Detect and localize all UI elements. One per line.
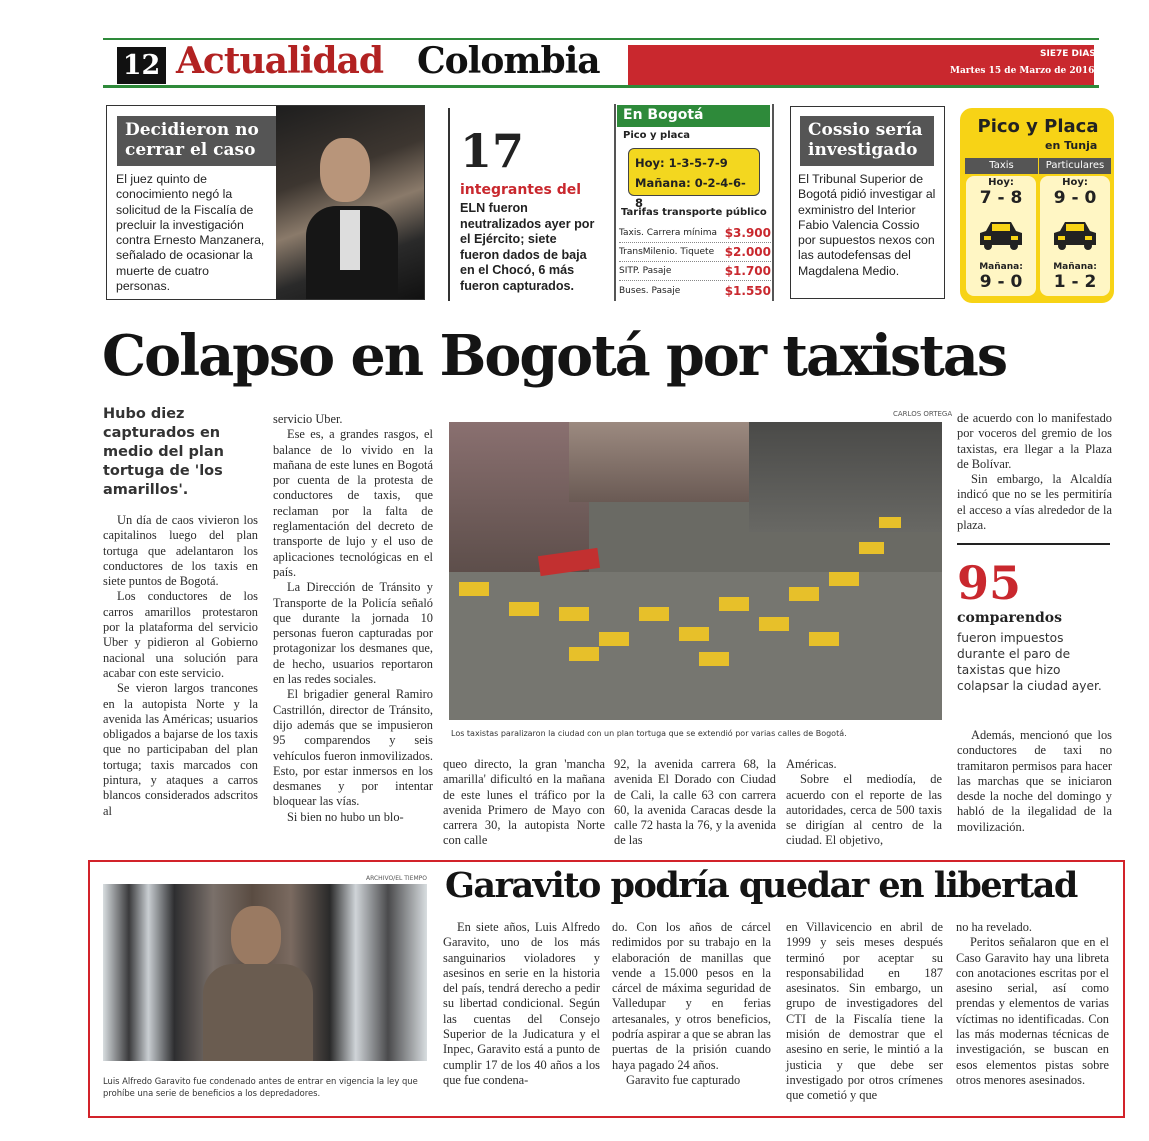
cossio-text: El Tribunal Superior de Bogotá pidió investigar al exministro del Interior Fabio Valencia Cossio por supuestos nexos con las autodefensas del Magdalena Medio. bbox=[798, 172, 936, 278]
tarifas-title: Tarifas transporte público bbox=[621, 207, 767, 218]
tunja-part-manana: 1 - 2 bbox=[1053, 272, 1097, 292]
article-column-5: Américas. Sobre el mediodía, de acuerdo con el reporte de las autoridades, cerca de 500 taxis se dirigían al centro de la ciudad. El objetivo, bbox=[786, 757, 942, 848]
garavito-column-2: do. Con los años de cárcel redimidos por su trabajo en la elaboración de manillas que vende a 15.000 pesos en la cárcel de máxima seguridad de Valledupar y en ferias artesanales, y otros beneficios, podría aspirar a que se abran las puertas de la prisión cuando haya pagado 24 años. Garavito fue capturado bbox=[612, 920, 771, 1087]
cossio-title: Cossio sería investigado bbox=[800, 116, 934, 166]
garavito-column-1: En siete años, Luis Alfredo Garavito, uno de los más sanguinarios violadores y asesinos en serie en la historia del país, tendrá derecho a pedir su libertad condicional. Según las cuentas del Consejo Superior de la Judicatura y el Inpec, Garavito está a punto de cumplir 17 de los 40 años a los que fue condena- bbox=[443, 920, 600, 1087]
eln-number: 17 bbox=[460, 124, 525, 178]
manzanera-photo bbox=[276, 106, 424, 299]
eln-text: ELN fueron neutralizados ayer por el Ejército; siete fueron dados de baja en el Chocó, 6 más fueron capturados. bbox=[460, 201, 595, 293]
garavito-photo bbox=[103, 884, 427, 1061]
tarifas-list bbox=[619, 224, 771, 300]
eln-lead: integrantes del bbox=[460, 182, 582, 198]
tunja-taxis-manana: 9 - 0 bbox=[979, 272, 1023, 292]
article-column-4: 92, la avenida carrera 68, la avenida El Dorado con Ciudad de Cali, la calle 63 con carrera 60, la avenida Caracas desde la calle 72 hasta la 76, y la avenida de las bbox=[614, 757, 776, 848]
divider bbox=[448, 108, 450, 301]
stat-number: 95 bbox=[957, 556, 1022, 610]
bogota-header: En Bogotá bbox=[617, 105, 770, 127]
masthead-red-bar bbox=[628, 45, 1094, 85]
tarifa-row: TransMilenio. Tiquete $2.000 bbox=[619, 243, 771, 262]
taxi-icon bbox=[978, 219, 1024, 251]
article-column-6a: de acuerdo con lo manifestado por voceros del gremio de los taxistas, era llegar a la Plaza de Bolívar. Sin embargo, la Alcaldía indicó que no se les permitiría el acceso a vías alrededor de la plaza. bbox=[957, 411, 1112, 533]
section-title-colombia: Colombia bbox=[417, 40, 600, 82]
tunja-title: Pico y Placa bbox=[977, 116, 1099, 137]
garavito-column-4: no ha revelado. Peritos señalaron que en el Caso Garavito hay una libreta con anotaciones escritas por el asesino serial, así como prendas y elementos de varias víctimas no identificadas. Con las más modernas técnicas de investigación, se buscan en esos elementos pistas sobre otros menores asesinados. bbox=[956, 920, 1109, 1087]
tarifa-row: SITP. Pasaje $1.700 bbox=[619, 262, 771, 281]
page-number: 12 bbox=[117, 47, 166, 84]
divider bbox=[957, 543, 1110, 545]
taxi-protest-photo bbox=[449, 422, 942, 720]
car-icon bbox=[1052, 219, 1098, 251]
tunja-subtitle: en Tunja bbox=[1045, 139, 1098, 152]
tunja-headers: Taxis Particulares bbox=[965, 158, 1111, 174]
stat-text: fueron impuestos durante el paro de taxistas que hizo colapsar la ciudad ayer. bbox=[957, 631, 1102, 693]
publication-name: SIE7E DIAS bbox=[1040, 49, 1096, 59]
article-column-3: queo directo, la gran 'mancha amarilla' dificultó en la mañana de este lunes el tráfico por la avenida Primero de Mayo con carrera 30, la autopista Norte con calle bbox=[443, 757, 605, 848]
pico-label: Pico y placa bbox=[623, 130, 691, 141]
publication-date: Martes 15 de Marzo de 2016 bbox=[950, 66, 1095, 76]
garavito-caption: Luis Alfredo Garavito fue condenado antes de entrar en vigencia la ley que prohíbe una serie de beneficios a los depredadores. bbox=[103, 1076, 418, 1098]
section-title-actualidad: Actualidad bbox=[176, 40, 384, 82]
pico-hoy: Hoy: 1-3-5-7-9 bbox=[635, 156, 728, 170]
tarifa-row: Taxis. Carrera mínima $3.900 bbox=[619, 224, 771, 243]
tunja-part-hoy: 9 - 0 bbox=[1053, 188, 1097, 208]
caso-title: Decidieron no cerrar el caso bbox=[117, 116, 276, 166]
caso-text: El juez quinto de conocimiento negó la solicitud de la Fiscalía de precluir la investigación contra Ernesto Manzanera, señalado de ocasionar la muerte de cuatro personas. bbox=[116, 172, 265, 294]
garavito-column-3: en Villavicencio en abril de 1999 y seis meses después terminó por aceptar su responsabilidad en 187 asesinatos. Sin embargo, un grupo de investigadores del CTI de la Fiscalía tiene la misión de demostrar que el asesino en serie, le mintió a la justicia y que debe ser investigado por otros crímenes que cometió y que bbox=[786, 920, 943, 1103]
tunja-taxis-hoy: 7 - 8 bbox=[979, 188, 1023, 208]
article-column-6b: Además, mencionó que los conductores de taxi no tramitaron permisos para hacer las marchas que se iniciaron desde la noche del domingo y habló de la ilegalidad de la movilización. bbox=[957, 728, 1112, 834]
garavito-headline: Garavito podría quedar en libertad bbox=[445, 865, 1077, 906]
garavito-photo-credit: ARCHIVO/EL TIEMPO bbox=[366, 875, 427, 882]
pico-plate bbox=[628, 148, 760, 210]
photo-caption: Los taxistas paralizaron la ciudad con un plan tortuga que se extendió por varias calles de Bogotá. bbox=[451, 729, 847, 738]
stat-word: comparendos bbox=[957, 610, 1063, 626]
article-column-1: Un día de caos vivieron los capitalinos luego del plan tortuga que adelantaron los conductores de los taxis en siete puntos de Bogotá. Los conductores de los carros amarillos protestaron por la plataforma del servicio Uber y pidieron al Gobierno nacional una solución para acabar con este servicio. Se vieron largos trancones en la autopista Norte y la avenida las Américas; usuarios obligados a bajarse de los taxis que no participaban del plan tortuga; taxis marcados con pintura, y ataques a carros blancos considerados adscritos al bbox=[103, 513, 258, 818]
article-column-2: servicio Uber. Ese es, a grandes rasgos, el balance de lo vivido en la mañana de este lunes en Bogotá por cuenta de la protesta de conductores de taxis, que reclaman por la falta de reglamentación del decreto de transporte de lujo y el uso de aplicaciones tecnológicas en el país. La Dirección de Tránsito y Transporte de la Policía señaló que durante la jornada 10 personas fueron capturadas por protagonizar los desmanes que, de hecho, usuarios reportaron en las redes sociales. El brigadier general Ramiro Castrillón, director de Tránsito, dijo además que se impusieron 95 comparendos y seis vehículos fueron inmovilizados. Esto, por estar inmersos en los desmanes y por intentar bloquear las vías. Si bien no hubo un blo- bbox=[273, 412, 433, 824]
pico-manana: Mañana: 0-2-4-6-8 bbox=[635, 176, 746, 210]
main-headline: Colapso en Bogotá por taxistas bbox=[102, 323, 1007, 389]
photo-credit: CARLOS ORTEGA bbox=[893, 410, 953, 418]
main-deck: Hubo diez capturados en medio del plan tortuga de 'los amarillos'. bbox=[103, 406, 224, 498]
tarifa-row: Buses. Pasaje $1.550 bbox=[619, 283, 771, 298]
